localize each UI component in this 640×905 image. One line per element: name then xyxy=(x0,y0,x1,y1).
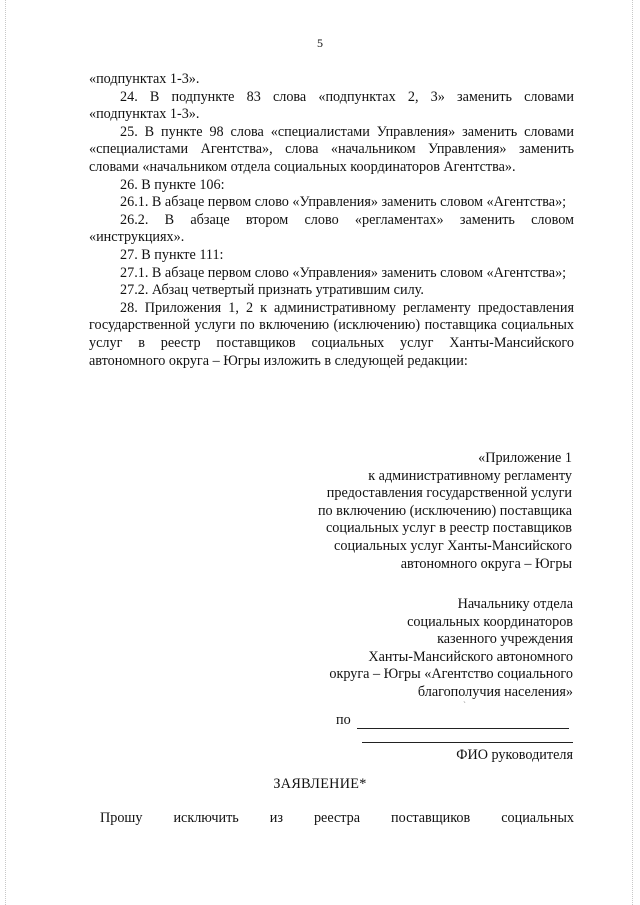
addressee-line: Начальнику отдела xyxy=(457,596,573,612)
from-field-row xyxy=(336,712,569,729)
paragraph-item-25: 25. В пункте 98 слова «специалистами Управления» заменить словами «специалистами Агентства», слова «начальником Управления» заменить словами «начальником отдела социальных координаторов Агентства». xyxy=(89,123,574,175)
addressee-line: казенного учреждения xyxy=(437,631,573,648)
amendments-text xyxy=(89,71,574,370)
page-number: 5 xyxy=(317,36,323,50)
paragraph-item-27-2: 27.2. Абзац четвертый признать утратившим силу. xyxy=(120,282,424,299)
from-label: по xyxy=(336,712,351,728)
word: реестра xyxy=(313,810,361,826)
word: исключить xyxy=(173,810,239,826)
appendix-line: по включению (исключению) поставщика xyxy=(317,502,572,519)
word: Прошу xyxy=(100,810,143,826)
appendix-line: к административному регламенту xyxy=(368,467,572,484)
scan-artifact-mark: ` xyxy=(463,700,466,710)
addressee-line: благополучия населения» xyxy=(417,683,573,700)
appendix-line: автономного округа – Югры xyxy=(400,555,572,572)
word: поставщиков xyxy=(391,810,471,826)
application-heading: ЗАЯВЛЕНИЕ* xyxy=(273,776,367,792)
paragraph-item-26: 26. В пункте 106: xyxy=(120,176,225,193)
appendix-line: социальных услуг в реестр поставщиков xyxy=(325,520,572,537)
scan-edge-right xyxy=(632,0,634,905)
appendix-header xyxy=(272,450,572,573)
name-blank-line xyxy=(362,742,573,743)
appendix-line: предоставления государственной услуги xyxy=(326,485,572,502)
name-field-caption: ФИО руководителя xyxy=(456,747,573,763)
paragraph-item-26-2: 26.2. В абзаце втором слово «регламентах» заменить словом «инструкциях». xyxy=(89,211,574,246)
addressee-line: социальных координаторов xyxy=(407,613,573,630)
from-blank-line xyxy=(357,714,569,729)
word: из xyxy=(269,810,283,826)
application-first-line xyxy=(100,810,574,827)
scan-edge-left xyxy=(5,0,7,905)
paragraph-item-27: 27. В пункте 111: xyxy=(120,246,224,263)
paragraph-item-24: 24. В подпункте 83 слова «подпунктах 2, 3» заменить словами «подпунктах 1-3». xyxy=(89,88,574,123)
appendix-line: «Приложение 1 xyxy=(478,450,572,466)
paragraph-item-26-1: 26.1. В абзаце первом слово «Управления» заменить словом «Агентства»; xyxy=(120,194,567,211)
addressee-block xyxy=(253,596,573,702)
appendix-line: социальных услуг Ханты-Мансийского xyxy=(334,537,572,554)
word: социальных xyxy=(501,810,574,826)
addressee-line: округа – Югры «Агентство социального xyxy=(329,666,573,683)
paragraph-item-28: 28. Приложения 1, 2 к административному регламенту предоставления государственной услуги по включению (исключению) поставщика социальных услуг в реестр поставщиков социальных услуг Ханты-Мансийского автономного округа – Югры изложить в следующей редакции: xyxy=(89,299,574,369)
addressee-line: Ханты-Мансийского автономного xyxy=(368,648,573,665)
paragraph-continuation: «подпунктах 1-3». xyxy=(89,71,200,87)
paragraph-item-27-1: 27.1. В абзаце первом слово «Управления» заменить словом «Агентства»; xyxy=(120,264,567,281)
